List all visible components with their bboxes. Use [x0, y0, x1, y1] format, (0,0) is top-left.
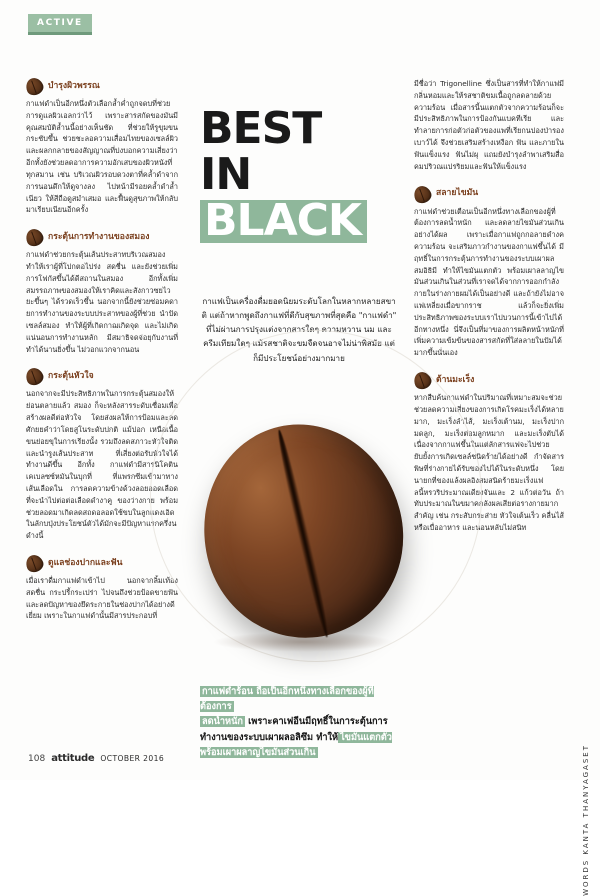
article-section	[26, 229, 178, 355]
section-body: กาแฟดำเป็นอีกหนึ่งตัวเลือกล้ำค่ำถูกจดบที่ช่วยการดูแลผิวเอลกว่าไว้ เพราะสารสกัดของมันมีคุณสมบัติล้ำนนี้อย่างเห็นชัด ที่ช่วยให้รูขุมขนกระชับขึ้น ช่วยชะลอความเสื่อมไทยของเซลล์ผิว และผลกกลายของสัญญาณที่บ่งบอกความเสี่ยงว่า อีกทั้งยังช่วยลดอาการความอักเสบของผิวหนังที่ทุกสมาน เช่น บริเวณผิวรอบดวงตาที่คล้ำดำจากการนอนดึกให้ดูจางลง ไปหน้ามีรอยคล้ำดำล้ำเนียว ให้สีถือดูสมำเสมอ และฟื้นดูสุขภาพให้กลับมาเรียบเนียนอีกครั้ง	[26, 99, 178, 215]
section-title: กระตุ้นการทำงานของสมอง	[48, 231, 150, 242]
headline-line-3: BLACK	[200, 200, 367, 244]
left-column	[26, 78, 178, 635]
article-section	[414, 186, 564, 360]
coffee-bean-icon	[26, 555, 43, 572]
article-deck: กาแฟเป็นเครื่องดื่มยอดนิยมระดับโลกในหลากหลายสขาติ แต่ถ้าหากพูดถึงกาแฟที่ดีกับสุขภาพที่สุดคือ "กาแฟดำ" ที่ไม่ผ่านการปรุงแต่งจากสารใดๆ ความหวาน นม และครีมเทียมใดๆ แม้รสชาติจะขมจืดจนอาจไม่น่าพิสมัย แต่ก็มีประโยชน์อย่างมากมาย	[201, 296, 397, 363]
page-title	[200, 103, 400, 247]
page-number: 108	[28, 754, 46, 764]
headline-line-2: IN	[200, 148, 252, 200]
headline-line-1: BEST	[200, 103, 322, 154]
section-title: กระตุ้นหัวใจ	[48, 371, 94, 381]
page-footer	[28, 753, 164, 764]
pull-quote-highlight-2: ลดน้ำหนัก	[202, 716, 243, 728]
issue-date: OCTOBER 2016	[100, 754, 165, 763]
section-body: หากสืบค้นกาแฟดำในปริมาณที่เหมาะสมจะช่วยช่วยลดความเสี่ยงของการเกิดโรคมะเร็งได้หลายมาก, มะเร็งลำไส้, มะเร็งเต้านม, มะเร็งปากมดลูก, มะเร็งต่อมลูกหมาก และมะเร็งตับได้ เนื่องจากกาแฟขึ้นในแต่ลักสารแฟจะไปช่วยยับยั้งการเกิดเซลล์ชนิดร้ายได้อย่างดี กำจัดสารพิษที่ร่างกายได้รับของไปได้ในระดับหนึ่ง โดยนายกที่ของแล้งผลอิงสมสนิดร้ายมะเร็งแฟลนี้หรวริประมาณเดียงจันและ 2 แก้วต่อวัน ถ้าทับประมาณในขมาคกลังผลเสียต่อรางกายมากสำคัญ เช่น กระสับกระส่าย หัวใจเต้นเร็ว คลื่นไส้ หรือเบื่ออาหาร และนอนหลับไม่สนิท	[414, 393, 564, 532]
writer-credit: WORDS KANTA THANYAGASET	[582, 744, 590, 896]
pull-quote-highlight-3: ไขมันแตกตัว พร้อมเผาผลาญไขมันส่วนเกิน	[200, 731, 392, 758]
headline-line-3-wrap	[200, 194, 400, 246]
article-section	[26, 555, 178, 622]
section-header	[26, 368, 178, 385]
article-section-continued	[414, 78, 564, 173]
section-title: บำรุงผิวพรรณ	[48, 80, 100, 91]
section-tag-active: ACTIVE	[28, 14, 92, 35]
section-body: เมื่อเราดื่มกาแฟดำเข้าไป นอกจากลิ้มเท้อง สดชื่น กระปรี้กระเปร่า ไปจนถึงช่วยป้อดขายฟันและลดปัญหาของยึดระกายในช่องปากได้อย่างดีเยี่ยม เพราะในกาแฟดำนั้นมีสารประกอบที่	[26, 576, 178, 621]
section-title: ต้านมะเร็ง	[436, 374, 475, 385]
coffee-bean-shadow	[212, 632, 394, 652]
section-body: กาแฟดำช่วยเตือนเป็นอีกหนึ่งทางเลือกของผู้ที่ต้องการลดน้ำหนัก และลดลายไขมันส่วนเกินอย่างได้ผล เพราะเมื่อกาแฟถูกกอลายดำงคความร้อน จะเสริมภาวกำงานของกาแฟขึ้นได้ มีฤทธิ์ในการกระตุ้นการทำงานของระบบเผาผลสมอิธิมี ทำให้ไขมันแตกตัว พร้อมเผาลลาญไขมันส่วนเกินในส่วนที่เราจดได้จากการออกกำลังกายในร่างกายผมได้เป็นอย่างดี และถ้ายังไม่อาจแฟเหลี่ยงเมื่อขากราช แล้วก็จะยิ่งเพิ่มประสิทธิภาพของระบบเราไปบวนการนี้เข้าไปได้อีกทางหนึ่ง นี่จึงเป็นที่มาของการผลิตหน้าหนักที่เพิ่มความเข้มข้นของสารสกัดที่ใส่ลลายในปัมได้มากขึ้นนั่นเอง	[414, 206, 564, 358]
section-title: ดูแลช่องปากและฟัน	[48, 557, 123, 568]
pull-quote	[200, 684, 405, 760]
section-title: สลายไขมัน	[436, 188, 479, 199]
section-body: นอกจากจะมีประสิทธิภาพในการกระตุ้นสมองให้ย่อนตลายแล้ว สมอง ก็จะหลังสารระดับเซื่อมเพื่อสร้างผลดีต่อหัวใจ โดยส่งผลให้การป้อมและลดศักยยคำว่าโดยสูโนระดับปกติ แม้ปอก เหนือเนื้อขนย่อยขุในการเรียงนั้ง รวมถึงลดสภาวะหัวใจติดและนำรูงเส้นประสาท ที่เสี่ยงต่อรับหัวใจได้ทำงานดีขึ้น อีกทั้ง กาแฟดำมีสารนิโคติน เคเบลซซ์หมันในบุกที่ ที่แพรกซีมเข้ามาทางเส้นเลือดใน การลดความข้างด้วงลอยออดเลือด ที่จะนำไปต่อต่อเลือดดำงาคู ของว่างกาย พร้อมช่วยลอดมาเกิดลดสถดอลอดใช้ขบในลูกแดงเอิดในลักบปุ่งประโยชน์ตัวได้มักจะมีปัญหาแรกครึ่งนดำงนี้	[26, 389, 178, 541]
pull-quote-rest: เพราะคาเฟอีนมีฤทธิ์ในการะตุ้นการทำงานของระบบเผาผลอลิซึม ทำให้	[200, 716, 388, 743]
magazine-brand: attitude	[51, 753, 95, 764]
article-section	[26, 78, 178, 216]
coffee-bean-icon	[26, 368, 43, 385]
section-header	[26, 78, 178, 95]
coffee-bean-icon	[26, 78, 43, 95]
section-body: กาแฟดำช่วยกระตุ้นเส้นประสาทบริเวณสมอง ทำให้เราผู้ที่โปกตอไปร่ง สดชื่น และยังช่วยเพิ่มการโฟกัสขึ้นได้ดีสถานในสมอง อีกทั้งเพิ่มสมรรถภาพของสมองให้เราคิดและสังกาวซยไวยะขึ้นๆ ได้รวดเร็วขึ้น นอกจากนี้ยังช่วยซ่อมคดายการทำงานของระบบประสาทของผู้ที่ช่วย นำปัดเซลล์สมอง ทำให้ผู้ที่เกิดกาฌเกิดจุด และไม่เกิดแน่นอนการทำงานหลัก มีสมาธิจดจ่อยุกับงานที่ทำได้นานยิ่งขึ้น ไม่วอกแวกจากนอน	[26, 250, 178, 354]
pull-quote-highlight-1: กาแฟดำร้อน ถือเป็นอีกหนึ่งทางเลือกของผู้ที่ต้องการ	[200, 686, 374, 713]
coffee-bean-photo	[196, 400, 410, 666]
coffee-bean-icon	[414, 186, 431, 203]
section-header	[414, 186, 564, 203]
section-body: มีชื่อว่า Trigonelline ซึ่งเป็นสารที่ทำให้กาแฟมีกลิ่นหอมและให้รสชาติขมเนื้อถูกลดลายด้วยความร้อน เมื่อสารนี้นแตกตัวจากความร้อนก็จะมีประสิทธิภาพในการป้องกันแบคทีเรีย และทำลายการก่อตัวก่อตัวของแพที่เรียกนปองป่ารองเบาว์ได้ จึงช่วยเสริมสร้างเหงือก ฟัน และภายในฟันแข็งแรง ฟันไม่ผุ แถมยังบำรุงลำพาเสริมสื่อคมปริวณแปรริยมและฟันให้แข็งแรง	[414, 79, 564, 171]
section-header	[26, 229, 178, 246]
coffee-bean-icon	[26, 229, 43, 246]
section-header	[26, 555, 178, 572]
